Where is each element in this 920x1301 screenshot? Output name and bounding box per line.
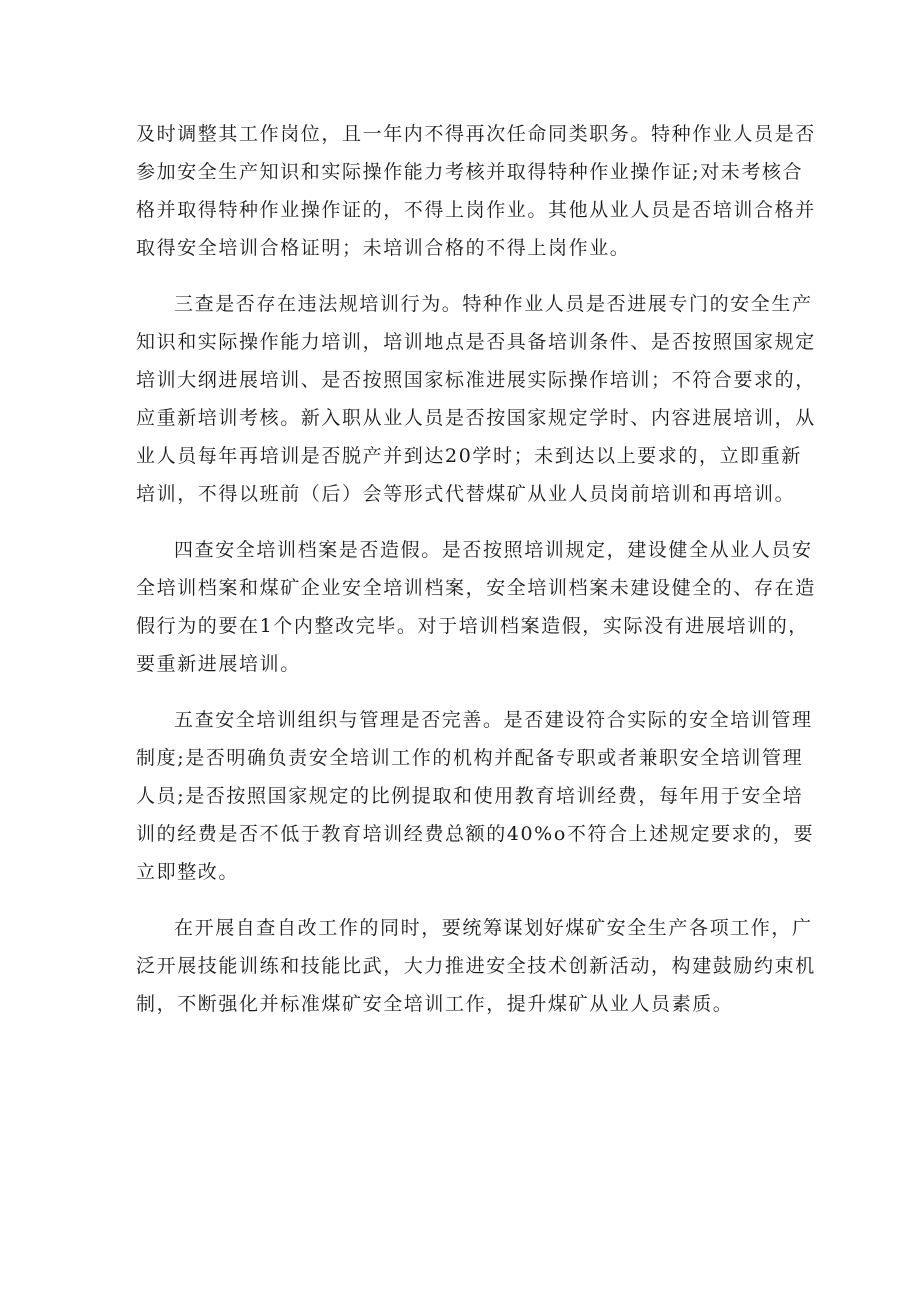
document-body [136,115,816,1023]
text-line: 在开展自查自改工作的同时，要统筹谋划好煤矿安全生产各项工作，广 [174,917,813,939]
paragraph-gap [136,513,794,531]
text-line: 及时调整其工作岗位，且一年内不得再次任命同类职务。特种作业人员是否 [136,123,816,145]
text-line: 立即整改。 [136,861,240,883]
text-line: 要重新进展培训。 [136,653,301,675]
text-line: 培训，不得以班前（后）会等形式代替煤矿从业人员岗前培训和再培训。 [136,483,796,505]
paragraph-1 [136,115,816,267]
text-line: 培训大纲进展培训、是否按照国家标准进展实际操作培训；不符合要求的， [136,369,816,391]
paragraph-2 [136,285,816,513]
paragraph-gap [136,683,794,701]
text-line: 业人员每年再培训是否脱产并到达20学时；未到达以上要求的，立即重新 [136,445,802,467]
paragraph-3 [136,531,816,683]
text-line: 假行为的要在1个内整改完毕。对于培训档案造假，实际没有进展培训的， [136,615,809,637]
text-line: 格并取得特种作业操作证的，不得上岗作业。其他从业人员是否培训合格并 [136,199,816,221]
paragraph-gap [136,891,794,909]
text-line: 人员;是否按照国家规定的比例提取和使用教育培训经费，每年用于安全培 [136,785,804,807]
text-line: 参加安全生产知识和实际操作能力考核并取得特种作业操作证;对未考核合 [136,161,804,183]
text-line: 五查安全培训组织与管理是否完善。是否建设符合实际的安全培训管理 [174,709,813,731]
text-line: 泛开展技能训练和技能比武，大力推进安全技术创新活动，构建鼓励约束机 [136,955,816,977]
text-line: 应重新培训考核。新入职从业人员是否按国家规定学时、内容进展培训，从 [136,407,816,429]
text-line: 四查安全培训档案是否造假。是否按照培训规定，建设健全从业人员安 [174,539,813,561]
paragraph-4 [136,701,815,891]
paragraph-gap [136,267,794,285]
text-line: 取得安全培训合格证明；未培训合格的不得上岗作业。 [136,237,631,259]
text-line: 制，不断强化并标准煤矿安全培训工作，提升煤矿从业人员素质。 [136,993,734,1015]
text-line: 制度;是否明确负责安全培训工作的机构并配备专职或者兼职安全培训管理 [136,747,804,769]
text-line: 训的经费是否不低于教育培训经费总额的40%o不符合上述规定要求的，要 [136,823,815,845]
text-line: 全培训档案和煤矿企业安全培训档案，安全培训档案未建设健全的、存在造 [136,577,816,599]
text-line: 三查是否存在违法规培训行为。特种作业人员是否进展专门的安全生产 [174,293,813,315]
text-line: 知识和实际操作能力培训，培训地点是否具备培训条件、是否按照国家规定 [136,331,816,353]
paragraph-5 [136,909,816,1023]
